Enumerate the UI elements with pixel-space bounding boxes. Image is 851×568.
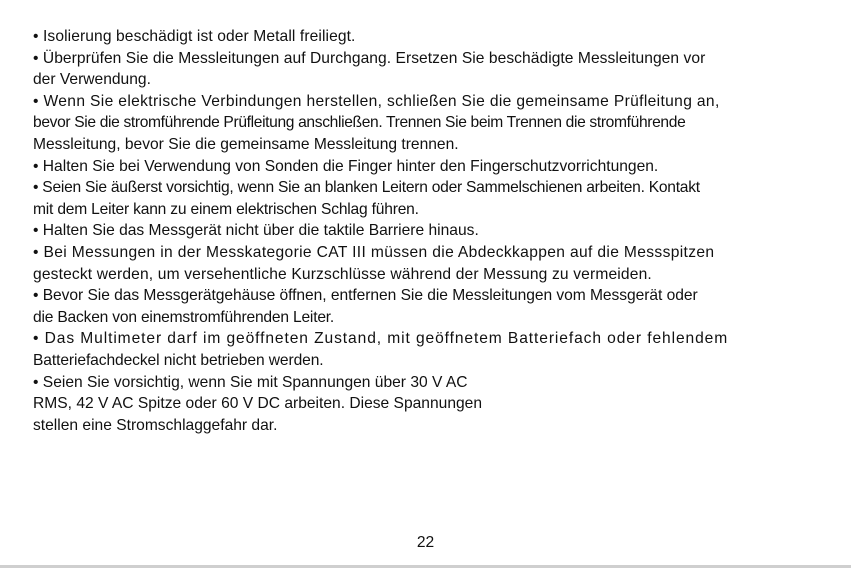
- text-line: • Seien Sie äußerst vorsichtig, wenn Sie an blanken Leitern oder Sammelschienen arbeiten. Kontakt: [33, 179, 700, 197]
- text-line: gesteckt werden, um versehentliche Kurzschlüsse während der Messung zu vermeiden.: [33, 265, 652, 283]
- text-line: Messleitung, bevor Sie die gemeinsame Messleitung trennen.: [33, 135, 459, 153]
- text-line: der Verwendung.: [33, 71, 151, 89]
- text-line: • Isolierung beschädigt ist oder Metall freiliegt.: [33, 28, 356, 45]
- text-line: • Wenn Sie elektrische Verbindungen herstellen, schließen Sie die gemeinsame Prüfleitung an,: [33, 92, 720, 110]
- text-line: die Backen von einemstromführenden Leiter.: [33, 308, 335, 326]
- text-line: • Bevor Sie das Messgerätgehäuse öffnen, entfernen Sie die Messleitungen vom Messgerät oder: [33, 287, 698, 305]
- text-line: bevor Sie die stromführende Prüfleitung anschließen. Trennen Sie beim Trennen die stromführende: [33, 114, 686, 132]
- text-line: • Überprüfen Sie die Messleitungen auf Durchgang. Ersetzen Sie beschädigte Messleitungen vor: [33, 49, 706, 67]
- text-line: stellen eine Stromschlaggefahr dar.: [33, 416, 278, 434]
- safety-text-block: [33, 26, 823, 436]
- text-line: • Seien Sie vorsichtig, wenn Sie mit Spannungen über 30 V AC: [33, 373, 468, 391]
- text-line: • Halten Sie bei Verwendung von Sonden die Finger hinter den Fingerschutzvorrichtungen.: [33, 157, 659, 175]
- page-number: 22: [416, 534, 435, 551]
- text-line: Batteriefachdeckel nicht betrieben werden.: [33, 351, 324, 369]
- text-line: • Halten Sie das Messgerät nicht über die taktile Barriere hinaus.: [33, 222, 479, 240]
- text-line: mit dem Leiter kann zu einem elektrischen Schlag führen.: [33, 200, 419, 218]
- text-line: • Das Multimeter darf im geöffneten Zustand, mit geöffnetem Batteriefach oder fehlendem: [33, 330, 729, 348]
- text-line: • Bei Messungen in der Messkategorie CAT III müssen die Abdeckkappen auf die Messspitzen: [33, 243, 715, 261]
- text-line: RMS, 42 V AC Spitze oder 60 V DC arbeiten. Diese Spannungen: [33, 395, 483, 413]
